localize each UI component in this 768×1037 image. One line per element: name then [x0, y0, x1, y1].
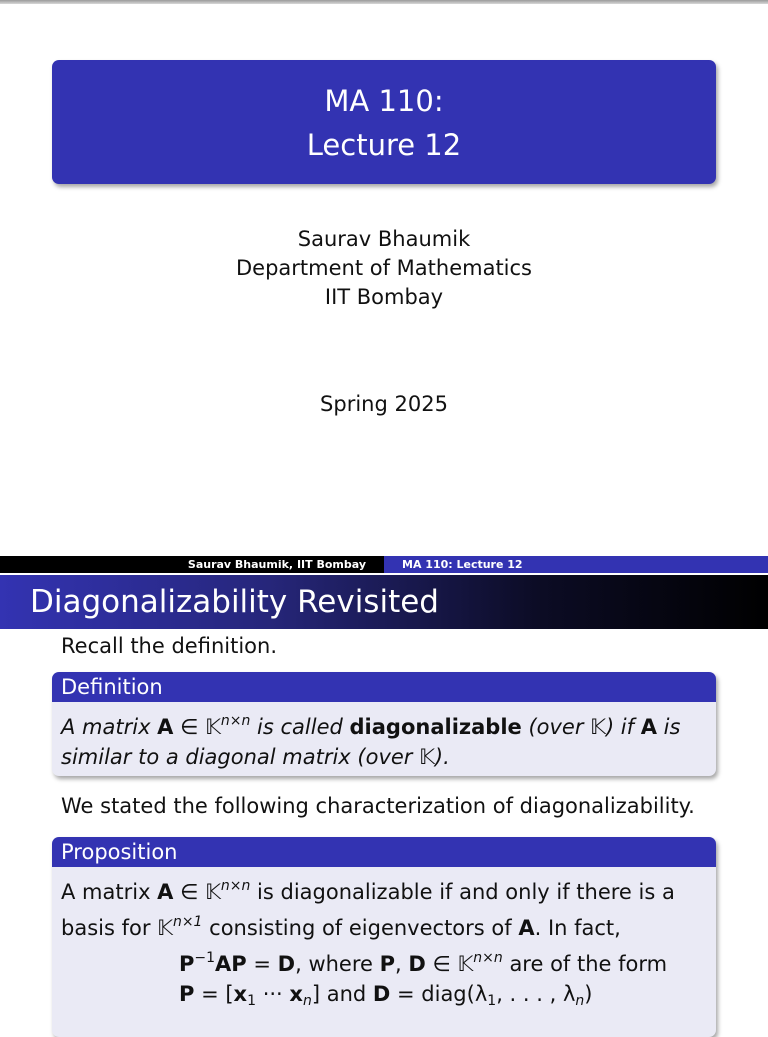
vector-symbol: x	[289, 982, 303, 1006]
equals-bracket: = [	[194, 982, 234, 1006]
subscript: n	[575, 993, 585, 1009]
matrix-symbol: A	[518, 916, 535, 940]
dimension-superscript: n×n	[473, 950, 503, 966]
slide-footer	[0, 556, 768, 573]
author-name: Saurav Bhaumik	[297, 227, 471, 251]
matrix-symbol: A	[157, 880, 174, 904]
proposition-text: basis for 𝕂	[61, 916, 173, 940]
matrix-symbol: D	[277, 952, 296, 976]
intro-text: Recall the definition.	[61, 634, 277, 658]
subscript: n	[302, 993, 312, 1009]
subscript: 1	[247, 993, 257, 1009]
proposition-text: is diagonalizable if and only if there is a	[250, 880, 675, 904]
definition-text: A matrix	[61, 715, 158, 739]
definition-text: (over 𝕂) if	[521, 715, 641, 739]
definition-body	[52, 702, 716, 772]
definition-text: is	[656, 715, 681, 739]
lecture-title: Lecture 12	[306, 128, 462, 162]
department: Department of Mathematics	[236, 256, 532, 280]
proposition-line-2	[61, 907, 707, 943]
footer-author: Saurav Bhaumik, IIT Bombay	[0, 556, 384, 573]
frame-title: Diagonalizability Revisited	[0, 575, 768, 629]
proposition-header: Proposition	[52, 837, 716, 867]
matrix-symbol: A	[640, 715, 657, 739]
vector-symbol: x	[233, 982, 248, 1006]
dimension-superscript: n×n	[220, 878, 251, 894]
proposition-text: A matrix	[61, 880, 158, 904]
field-symbol: ∈ 𝕂	[425, 952, 474, 976]
definition-header: Definition	[52, 672, 716, 702]
ellipsis: ···	[256, 982, 290, 1006]
diag-expression: , . . . , λ	[496, 982, 576, 1006]
inverse-superscript: −1	[194, 950, 216, 966]
matrix-symbol: P	[379, 952, 396, 976]
proposition-line-1	[61, 871, 707, 907]
defined-term: diagonalizable	[349, 715, 522, 739]
matrix-symbol: P	[179, 952, 195, 976]
field-symbol: ∈ 𝕂	[173, 715, 221, 739]
dimension-superscript: n×1	[172, 914, 203, 930]
definition-line-2: similar to a diagonal matrix (over 𝕂).	[61, 745, 450, 769]
matrix-form-equation	[61, 979, 707, 1016]
proposition-text: consisting of eigenvectors of	[202, 916, 519, 940]
matrix-symbol: D	[372, 982, 391, 1006]
matrix-symbol: P	[179, 982, 195, 1006]
comma: ,	[395, 952, 409, 976]
similarity-equation	[61, 943, 707, 979]
footer-title: MA 110: Lecture 12	[384, 556, 768, 573]
definition-block	[52, 672, 716, 776]
proposition-block	[52, 837, 716, 1037]
equals-sign: =	[246, 952, 278, 976]
diag-expression: = diag(λ	[390, 982, 488, 1006]
proposition-text: . In fact,	[534, 916, 621, 940]
term-date: Spring 2025	[320, 392, 448, 416]
author-block	[0, 225, 768, 312]
course-code: MA 110:	[324, 84, 444, 118]
matrix-symbol: D	[408, 952, 426, 976]
proposition-body	[52, 867, 716, 1016]
characterization-text: We stated the following characterization of diagonalizability.	[61, 794, 695, 818]
field-symbol: ∈ 𝕂	[173, 880, 221, 904]
subscript: 1	[487, 993, 497, 1009]
definition-line-1	[61, 706, 707, 742]
title-block	[52, 60, 716, 184]
institution: IIT Bombay	[324, 285, 444, 309]
definition-text: is called	[250, 715, 350, 739]
matrix-symbol: A	[157, 715, 174, 739]
top-divider	[0, 0, 768, 4]
proposition-text: , where	[295, 952, 380, 976]
proposition-text: are of the form	[502, 952, 668, 976]
matrix-symbol: AP	[215, 952, 247, 976]
proposition-text: ] and	[311, 982, 373, 1006]
diag-expression: )	[584, 982, 593, 1006]
dimension-superscript: n×n	[220, 713, 251, 729]
